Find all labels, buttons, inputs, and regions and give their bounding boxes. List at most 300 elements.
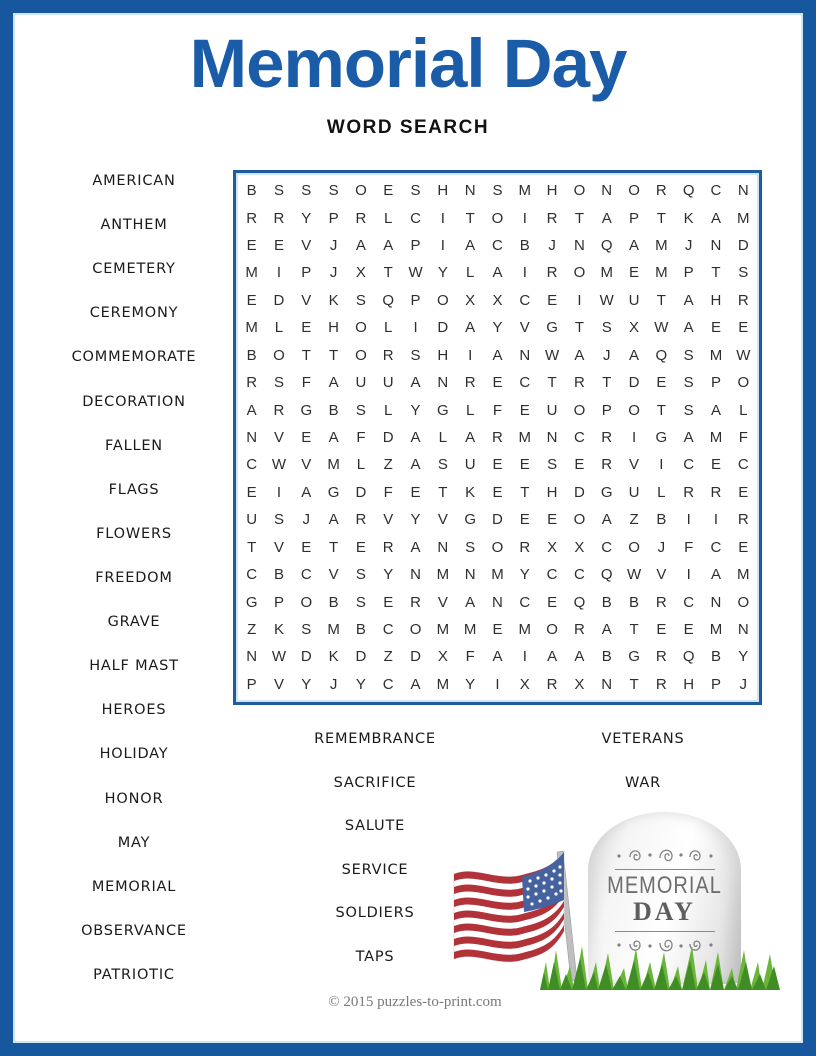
grid-cell: E [656,620,667,638]
grid-cell: D [355,483,367,501]
grid-cell: B [601,648,612,666]
grid-cell: T [574,319,584,337]
grid-cell: K [328,291,339,309]
page-title: Memorial Day [189,25,627,102]
grid-cell: A [710,566,721,584]
grid-cell: H [437,182,449,200]
grid-cell: A [383,237,394,255]
grid-cell: S [355,593,366,611]
grid-row [238,588,757,615]
grid-cell: S [410,346,421,364]
grid-cell: Y [383,566,394,584]
grid-cell: A [492,648,503,666]
grid-cell: L [356,456,366,474]
grid-cell: P [629,209,640,227]
grid-cell: F [465,648,475,666]
grid-cell: X [574,538,585,556]
grid-cell: D [628,374,640,392]
grid-cell: U [464,456,476,474]
grid-cell: E [519,511,530,529]
grid-cell: B [328,593,339,611]
grid-cell: B [710,648,721,666]
word-list-item: SERVICE [341,861,409,878]
grid-cell: N [710,593,722,611]
grid-cell: M [436,566,450,584]
grid-cell: Y [492,319,503,337]
grid-cell: A [574,648,585,666]
grid-cell: A [410,429,421,446]
grid-cell: M [518,182,532,200]
grid-cell: S [301,182,312,200]
grid-cell: Y [738,648,749,666]
grid-cell: O [573,264,586,282]
grid-cell: I [686,566,691,584]
grid-cell: J [602,346,611,364]
grid-cell: M [655,264,668,282]
grid-cell: R [655,182,667,200]
grid-cell: T [329,538,339,556]
grid-cell: Z [383,456,393,474]
grid-cell: G [300,401,313,419]
grid-cell: J [548,237,556,255]
grid-cell: B [273,566,284,584]
grid-cell: N [437,538,449,556]
grid-cell: E [629,264,640,282]
grid-cell: A [629,346,640,364]
grid-cell: L [438,429,448,446]
grid-cell: I [686,511,691,529]
grid-cell: M [245,319,258,337]
word-search-grid [233,170,762,705]
word-list-item: GRAVE [107,614,161,631]
grid-cell: T [629,620,639,638]
grid-cell: R [355,511,367,529]
grid-cell: M [737,209,750,227]
grid-cell: C [382,620,394,638]
grid-cell: S [683,374,694,392]
grid-cell: B [656,511,667,529]
grid-cell: O [628,401,640,419]
grid-cell: N [573,237,585,255]
grid-cell: S [465,538,476,556]
grid-cell: O [300,593,313,611]
grid-cell: E [656,374,667,392]
grid-cell: C [246,566,258,584]
grid-cell: E [355,538,366,556]
grid-cell: W [271,456,287,474]
grid-cell: N [601,675,613,693]
grid-cell: R [573,374,585,392]
grid-cell: I [468,346,473,364]
grid-cell: X [547,538,558,556]
grid-cell: A [465,319,476,337]
word-list-item: DECORATION [82,393,186,410]
grid-cell: H [683,675,695,693]
grid-cell: Y [355,675,366,693]
copyright: © 2015 puzzles-to-print.com [328,994,502,1010]
grid-cell: M [436,620,450,638]
grid-cell: T [656,401,666,419]
grid-cell: F [738,429,748,446]
grid-cell: D [355,648,367,666]
grid-cell: G [655,429,668,446]
grid-cell: F [356,429,366,446]
grid-cell: S [355,291,366,309]
grid-cell: M [436,675,450,693]
grid-cell: T [301,346,311,364]
grid-cell: W [626,566,642,584]
grid-cell: E [547,593,558,611]
grid-cell: H [546,483,558,501]
grid-row [238,533,757,560]
grid-cell: C [382,675,394,693]
tombstone-memorial-text: MEMORIAL [607,872,722,900]
grid-cell: A [683,291,694,309]
grid-cell: T [656,291,666,309]
grid-cell: E [492,456,503,474]
grid-cell: E [410,483,421,501]
grid-cell: G [546,319,558,337]
grid-cell: C [737,456,749,474]
grid-cell: F [383,483,393,501]
grid-cell: F [684,538,694,556]
grid-cell: N [464,566,476,584]
grid-cell: O [437,291,449,309]
grid-cell: S [683,346,694,364]
grid-cell: N [246,429,258,446]
grid-cell: G [327,483,340,501]
grid-row [238,643,757,670]
grid-cell: P [710,675,721,693]
grid-cell: O [491,209,504,227]
grid-cell: V [383,511,394,529]
grid-cell: O [628,182,640,200]
grid-cell: V [437,593,448,611]
grid-cell: N [492,593,503,611]
grid-cell: M [709,620,723,638]
grid-cell: V [519,319,530,337]
grid-cell: L [465,401,475,419]
grid-cell: I [522,648,527,666]
grid-cell: E [301,538,312,556]
grid-row [238,204,757,231]
tombstone-rule-top [615,869,715,870]
grid-cell: U [628,291,640,309]
word-list-item: HONOR [104,790,164,807]
grid-cell: U [355,374,367,392]
grid-cell: A [355,237,366,255]
grid-cell: R [382,346,394,364]
word-list-bottom-right [563,728,723,794]
grid-cell: E [246,483,257,501]
grid-cell: E [547,511,558,529]
grid-cell: G [600,483,613,501]
grid-cell: S [738,264,749,282]
grid-cell: I [631,429,637,446]
grid-cell: O [355,346,367,364]
grid-cell: J [684,237,693,255]
grid-cell: L [465,264,475,282]
grid-cell: B [601,593,612,611]
grid-cell: O [409,620,422,638]
grid-cell: L [384,209,393,227]
grid-cell: Y [301,209,312,227]
grid-cell: Q [382,291,395,309]
word-list-item: CEMETERY [92,261,176,278]
word-list-bottom-left [280,728,470,968]
grid-cell: O [737,374,750,392]
grid-cell: R [710,483,722,501]
grid-row [238,369,757,396]
grid-cell: O [273,346,285,364]
grid-cell: I [713,511,719,529]
grid-cell: I [495,675,500,693]
grid-cell: I [276,483,282,501]
grid-cell: B [629,593,640,611]
grid-cell: F [301,374,311,392]
grid-cell: E [246,237,257,255]
grid-cell: S [273,374,284,392]
grid-cell: N [601,182,613,200]
grid-cell: S [683,401,694,419]
grid-cell: E [492,620,503,638]
grid-cell: J [302,511,311,529]
grid-cell: V [301,291,312,309]
grid-row [238,177,757,204]
grid-cell: H [437,346,449,364]
grid-row [238,424,757,451]
grid-cell: M [518,620,532,638]
grid-cell: A [410,538,421,556]
grid-cell: P [410,237,421,255]
grid-cell: T [383,264,393,282]
grid-cell: A [710,401,721,419]
grid-cell: K [273,620,284,638]
grid-cell: N [546,429,558,446]
grid-cell: J [329,237,338,255]
grid-cell: O [491,538,504,556]
grid-cell: E [492,374,503,392]
grid-cell: A [465,593,476,611]
grid-cell: V [273,429,284,446]
grid-cell: V [273,538,284,556]
grid-cell: M [491,566,504,584]
grid-cell: Z [247,620,257,638]
grid-cell: L [384,319,393,337]
grid-row [238,561,757,588]
grid-cell: W [271,648,287,666]
grid-cell: S [437,456,448,474]
grid-cell: B [328,401,339,419]
word-list-item: FLOWERS [96,525,172,542]
grid-cell: Q [573,593,586,611]
grid-cell: L [384,401,393,419]
grid-cell: W [408,264,423,282]
grid-cell: C [300,566,312,584]
grid-cell: U [246,511,258,529]
grid-cell: Z [383,648,393,666]
grid-cell: A [629,237,640,255]
grid-cell: P [710,374,721,392]
grid-cell: T [656,209,666,227]
grid-cell: E [738,483,749,501]
grid-cell: U [382,374,394,392]
grid-cell: C [710,538,722,556]
grid-cell: T [438,483,448,501]
grid-cell: D [573,483,585,501]
grid-cell: X [492,291,503,309]
grass-icon [540,928,780,990]
grid-cell: V [656,566,667,584]
grid-cell: E [492,483,503,501]
grid-cell: T [247,538,257,556]
grid-cell: I [522,264,527,282]
grid-cell: N [246,648,258,666]
grid-cell: B [355,620,366,638]
grid-cell: I [659,456,664,474]
grid-cell: E [574,456,585,474]
grid-cell: I [440,237,445,255]
grid-cell: H [328,319,340,337]
word-list-item: CEREMONY [89,305,179,322]
grid-cell: M [737,566,750,584]
grid-cell: C [519,374,531,392]
grid-cell: C [519,291,531,309]
grid-cell: E [519,401,530,419]
grid-cell: E [710,456,721,474]
grid-cell: N [737,620,749,638]
grid-cell: R [601,456,613,474]
grid-cell: M [327,456,340,474]
word-list-item: AMERICAN [92,173,176,189]
grid-cell: C [683,593,695,611]
grid-cell: A [328,511,339,529]
grid-cell: R [546,675,558,693]
grid-cell: O [573,401,586,419]
grid-cell: J [739,675,748,693]
grid-row [238,342,757,369]
grid-cell: N [519,346,531,364]
grid-cell: B [246,182,257,200]
grid-cell: K [328,648,339,666]
grid-cell: T [520,483,530,501]
grid-cell: P [273,593,284,611]
grid-cell: D [300,648,312,666]
grid-cell: N [437,374,449,392]
word-list-item: MAY [117,834,151,851]
grid-cell: W [736,346,751,364]
grid-cell: J [329,264,338,282]
word-list-item: FREEDOM [95,569,173,586]
word-list-item: FLAGS [108,481,160,498]
grid-row [238,259,757,286]
grid-cell: R [464,374,476,392]
grid-cell: W [654,319,669,337]
grid-cell: V [437,511,448,529]
grid-cell: C [546,566,558,584]
grid-cell: P [301,264,312,282]
grid-cell: M [709,429,723,446]
grid-cell: O [355,319,367,337]
grid-cell: A [492,264,503,282]
grid-cell: P [328,209,339,227]
grid-cell: P [683,264,694,282]
grid-cell: A [465,237,476,255]
grid-cell: D [382,429,394,446]
grid-cell: M [600,264,613,282]
grid-cell: V [629,456,640,474]
grid-cell: H [710,291,722,309]
grid-cell: R [655,675,667,693]
grid-cell: R [573,620,585,638]
grid-cell: E [710,319,721,337]
grid-cell: Q [682,182,695,200]
grid-cell: U [546,401,558,419]
grid-row [238,479,757,506]
grid-cell: I [440,209,445,227]
grid-cell: R [546,209,558,227]
tombstone-day-text: DAY [633,897,696,926]
grid-cell: T [465,209,475,227]
grid-cell: S [355,566,366,584]
word-list-item: HOLIDAY [99,746,169,763]
grid-cell: R [655,648,667,666]
grid-cell: E [383,182,394,200]
grid-cell: B [519,237,530,255]
grid-cell: Q [682,648,695,666]
grid-cell: A [710,209,721,227]
grid-cell: P [246,675,257,693]
grid-row [238,451,757,478]
grid-cell: T [574,209,584,227]
word-list-item: REMEMBRANCE [314,731,436,747]
grid-cell: O [546,620,558,638]
grid-cell: R [737,291,749,309]
grid-cell: C [246,456,258,474]
grid-cell: X [519,675,530,693]
grid-cell: S [273,511,284,529]
grid-cell: D [437,319,449,337]
grid-cell: E [683,620,694,638]
grid-cell: I [276,264,282,282]
grid-cell: A [492,346,503,364]
grid-cell: R [655,593,667,611]
grid-cell: J [329,675,338,693]
grid-cell: M [245,264,258,282]
grid-cell: I [577,291,582,309]
grid-cell: Y [410,511,421,529]
tombstone-ornament-top-icon [610,842,720,866]
grid-cell: C [492,237,503,255]
grid-cell: A [547,648,558,666]
grid-cell: R [601,429,613,446]
grid-cell: P [601,401,612,419]
grid-cell: T [602,374,612,392]
grid-row [238,671,757,698]
grid-cell: O [573,182,586,200]
grid-cell: I [413,319,418,337]
grid-cell: O [573,511,586,529]
grid-cell: S [328,182,339,200]
word-list-item: VETERANS [601,731,685,747]
grid-cell: G [464,511,476,529]
word-list-item: OBSERVANCE [81,922,187,939]
grid-cell: M [327,620,340,638]
grid-cell: V [273,675,284,693]
grid-cell: R [273,209,285,227]
grid-cell: R [519,538,531,556]
word-list-item: SACRIFICE [333,774,417,791]
